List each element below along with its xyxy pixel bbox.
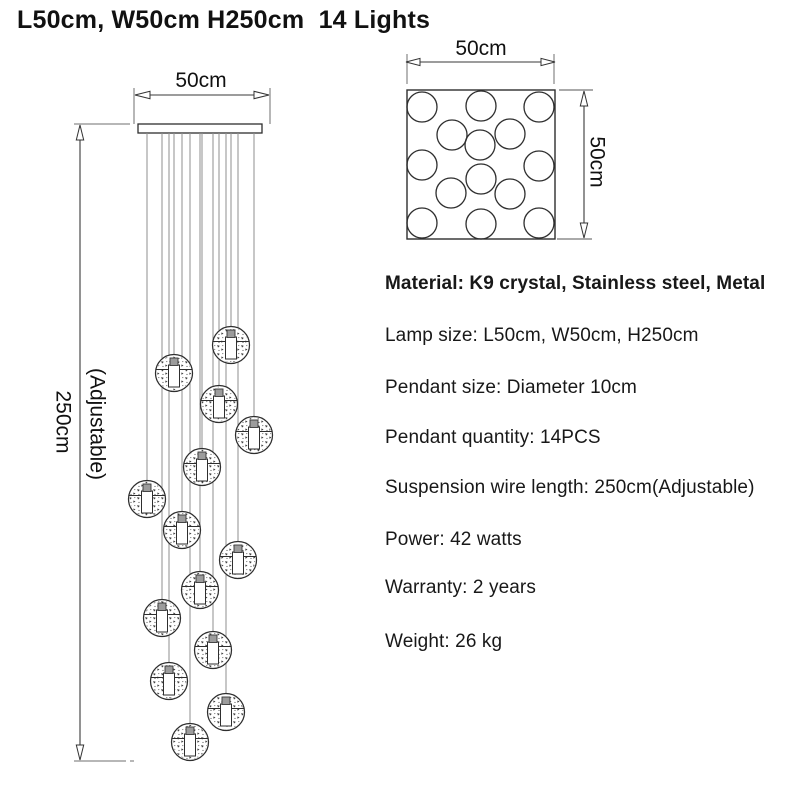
pendant-ball	[208, 694, 245, 731]
side-width-label: 50cm	[175, 69, 227, 92]
tv-arrow-up-icon	[580, 91, 587, 106]
spec-wire-length: Suspension wire length: 250cm(Adjustable)	[385, 477, 755, 498]
adjustable-label: (Adjustable)	[85, 367, 109, 481]
top-view-diagram	[395, 30, 615, 255]
arrow-up-icon	[76, 125, 83, 140]
pendant-ball	[129, 481, 166, 518]
pendant-ball	[164, 512, 201, 549]
pendant-ball	[220, 542, 257, 579]
tv-arrow-right-icon	[541, 58, 555, 65]
ceiling-plate	[138, 124, 262, 133]
pendant-ball	[151, 663, 188, 700]
spec-lamp-size: Lamp size: L50cm, W50cm, H250cm	[385, 325, 699, 346]
arrow-left-icon	[135, 91, 150, 98]
pendant-ball	[172, 724, 209, 761]
spec-pendant-quantity: Pendant quantity: 14PCS	[385, 427, 601, 448]
arrow-down-icon	[76, 745, 83, 760]
pendant-ball	[195, 632, 232, 669]
pendant-ball	[236, 417, 273, 454]
pendant-ball	[182, 572, 219, 609]
page-title: L50cm, W50cm H250cm 14 Lights	[17, 6, 431, 34]
side-height-label: 250cm	[51, 390, 75, 454]
arrow-right-icon	[254, 91, 269, 98]
top-view-width-label: 50cm	[455, 37, 507, 60]
pendant-ball	[184, 449, 221, 486]
pendant-ball	[213, 327, 250, 364]
side-view-diagram	[30, 50, 300, 790]
pendant-ball	[144, 600, 181, 637]
pendant-ball	[156, 355, 193, 392]
spec-weight: Weight: 26 kg	[385, 631, 503, 652]
top-view-depth-label: 50cm	[585, 136, 609, 188]
spec-material: Material: K9 crystal, Stainless steel, Metal	[385, 273, 766, 294]
tv-arrow-left-icon	[406, 58, 420, 65]
pendant-ball	[201, 386, 238, 423]
spec-power: Power: 42 watts	[385, 529, 522, 550]
spec-pendant-size: Pendant size: Diameter 10cm	[385, 377, 637, 398]
tv-arrow-down-icon	[580, 223, 587, 238]
spec-warranty: Warranty: 2 years	[385, 577, 536, 598]
